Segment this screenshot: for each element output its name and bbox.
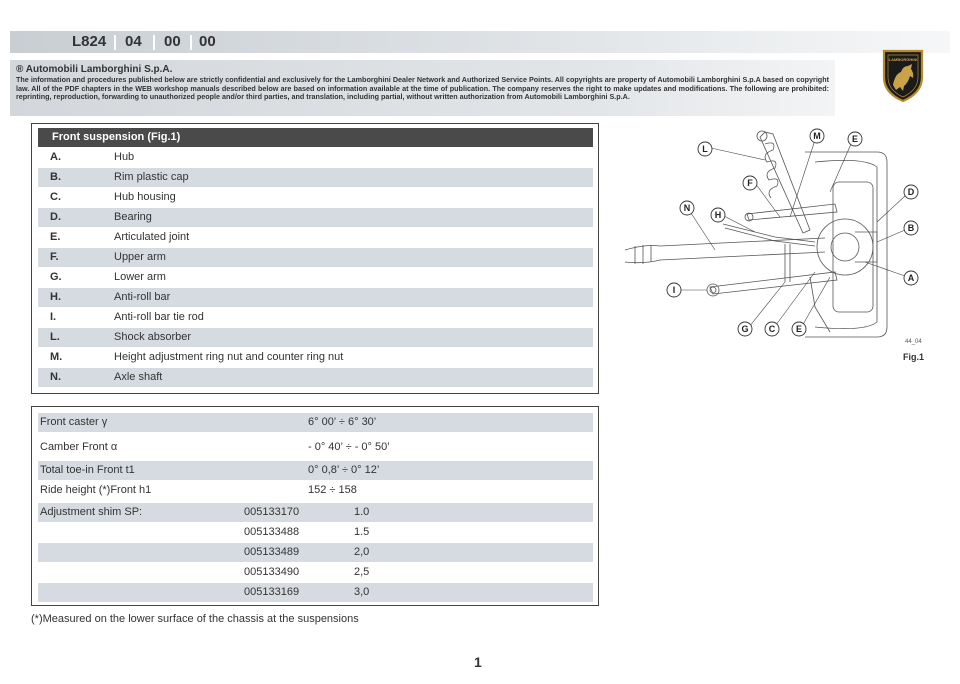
part-label: Shock absorber	[114, 331, 192, 343]
code-model: L824	[72, 33, 107, 50]
part-key: D.	[50, 211, 61, 223]
code-group: 04	[125, 33, 142, 50]
spec-value: 0° 0,8’ ÷ 0° 12’	[308, 464, 380, 476]
document-code-bar	[10, 31, 950, 53]
spec-row	[38, 413, 593, 432]
spec-label: Camber Front α	[40, 441, 118, 453]
part-key: L.	[50, 331, 60, 343]
part-key: M.	[50, 351, 63, 363]
notice-title: ® Automobili Lamborghini S.p.A.	[16, 64, 173, 75]
callout-label: N	[683, 203, 691, 213]
figure-code: 44_04	[905, 339, 922, 345]
code-subgroup: 00	[164, 33, 181, 50]
shim-value: 1.0	[354, 506, 370, 518]
part-key: A.	[50, 151, 61, 163]
spec-row	[38, 438, 593, 457]
notice-body: The information and procedures published below are strictly confidential and exclusively for the Lamborghini Dealer Network and Authorized Service Points. All copyrights are property of Automobili Lamborghini S.p.A based on copyright law. All of the PDF chapters in the WEB workshop manuals described below are based on information available at the time of publication. The company reserves the right to make updates and modifications. The following are prohibited: reprinting, reproduction, forwarding to unauthorized people and/or third parties, and translation, including partial, without written authorization from Automobili Lamborghini S.p.A.	[16, 75, 829, 102]
part-label: Height adjustment ring nut and counter ring nut	[114, 351, 344, 363]
parts-row	[38, 188, 593, 207]
part-label: Anti-roll bar	[114, 291, 171, 303]
spec-label: Ride height (*)Front h1	[40, 484, 152, 496]
callout-label: G	[741, 324, 749, 334]
footnote: (*)Measured on the lower surface of the chassis at the suspensions	[31, 613, 359, 625]
spec-label: Front caster γ	[40, 416, 108, 428]
callout-label: E	[851, 134, 859, 144]
callout-label: I	[672, 285, 676, 295]
parts-row	[38, 268, 593, 287]
part-key: C.	[50, 191, 61, 203]
part-key: E.	[50, 231, 61, 243]
page-number: 1	[474, 654, 482, 670]
part-key: F.	[50, 251, 59, 263]
shim-label: Adjustment shim SP:	[40, 506, 143, 518]
parts-row	[38, 208, 593, 227]
parts-row	[38, 288, 593, 307]
part-label: Articulated joint	[114, 231, 190, 243]
shim-value: 1.5	[354, 526, 370, 538]
shim-row	[38, 543, 593, 562]
parts-list-panel	[31, 123, 599, 394]
code-separator	[190, 35, 192, 50]
callout-label: D	[907, 187, 915, 197]
part-key: N.	[50, 371, 61, 383]
callout-label: C	[768, 324, 776, 334]
parts-row	[38, 148, 593, 167]
shim-row	[38, 563, 593, 582]
part-label: Axle shaft	[114, 371, 163, 383]
callout-label: H	[714, 210, 722, 220]
parts-row	[38, 308, 593, 327]
part-key: H.	[50, 291, 61, 303]
parts-list-title: Front suspension (Fig.1)	[52, 131, 181, 143]
parts-list-header	[38, 128, 593, 147]
shim-part-number: 005133489	[244, 546, 300, 558]
part-label: Anti-roll bar tie rod	[114, 311, 204, 323]
code-item: 00	[199, 33, 216, 50]
spec-value: 6° 00’ ÷ 6° 30’	[308, 416, 377, 428]
part-key: B.	[50, 171, 61, 183]
shim-value: 3,0	[354, 586, 370, 598]
shim-value: 2,0	[354, 546, 370, 558]
parts-row	[38, 348, 593, 367]
spec-value: - 0° 40’ ÷ - 0° 50’	[308, 441, 390, 453]
front-suspension-diagram	[615, 122, 935, 370]
callout-label: L	[702, 144, 708, 154]
parts-row	[38, 168, 593, 187]
part-label: Rim plastic cap	[114, 171, 189, 183]
part-label: Bearing	[114, 211, 152, 223]
callout-label: M	[813, 131, 821, 141]
part-key: G.	[50, 271, 62, 283]
parts-row	[38, 248, 593, 267]
spec-row	[38, 461, 593, 480]
part-label: Lower arm	[114, 271, 166, 283]
shim-part-number: 005133170	[244, 506, 300, 518]
shim-part-number: 005133490	[244, 566, 300, 578]
parts-row	[38, 228, 593, 247]
lamborghini-shield-icon	[881, 47, 925, 103]
shim-part-number: 005133488	[244, 526, 300, 538]
shim-row	[38, 583, 593, 602]
part-label: Hub housing	[114, 191, 176, 203]
logo-text: LAMBORGHINI	[888, 57, 918, 62]
copyright-notice	[10, 60, 835, 116]
figure-caption: Fig.1	[903, 352, 925, 362]
specifications-panel	[31, 406, 599, 606]
part-label: Hub	[114, 151, 135, 163]
parts-row	[38, 368, 593, 387]
callout-label: E	[795, 324, 803, 334]
parts-row	[38, 328, 593, 347]
spec-value: 152 ÷ 158	[308, 484, 357, 496]
shim-value: 2,5	[354, 566, 370, 578]
callout-label: F	[747, 178, 753, 188]
code-separator	[114, 35, 116, 50]
shim-row	[38, 503, 593, 522]
shim-row	[38, 523, 593, 542]
spec-row	[38, 481, 593, 500]
part-key: I.	[50, 311, 57, 323]
part-label: Upper arm	[114, 251, 166, 263]
shim-part-number: 005133169	[244, 586, 300, 598]
spec-label: Total toe-in Front t1	[40, 464, 135, 476]
callout-label: A	[907, 273, 915, 283]
callout-label: B	[907, 223, 915, 233]
code-separator	[153, 35, 155, 50]
